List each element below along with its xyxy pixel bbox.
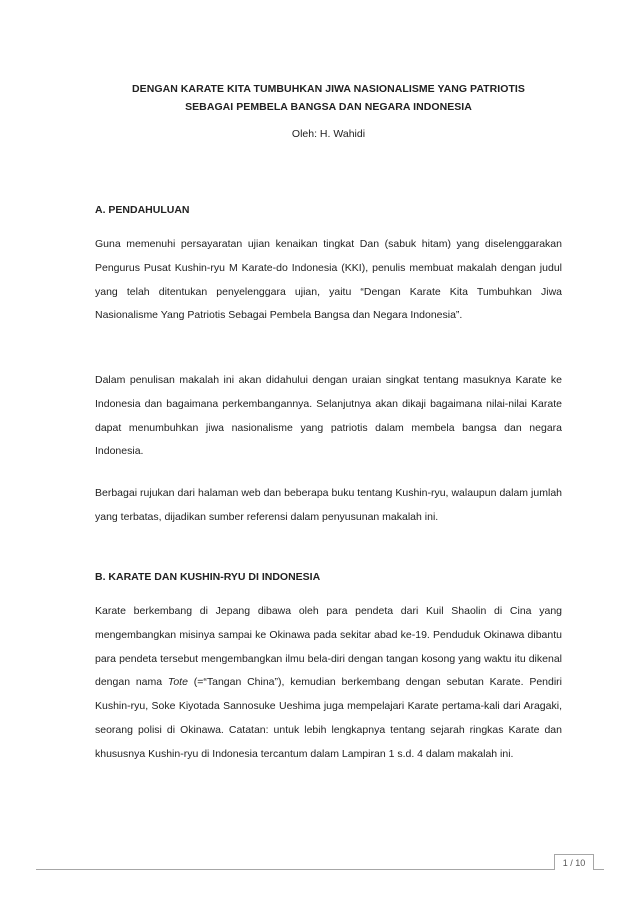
title-line-1: DENGAN KARATE KITA TUMBUHKAN JIWA NASIONALISME YANG PATRIOTIS: [132, 83, 525, 95]
section-b-paragraph-1: [95, 600, 562, 767]
section-a-paragraph-3: Berbagai rujukan dari halaman web dan beberapa buku tentang Kushin-ryu, walaupun dalam jumlah yang terbatas, dijadikan sumber referensi dalam penyusunan makalah ini.: [95, 487, 562, 523]
section-b-text-1: Karate berkembang di Jepang dibawa oleh para pendeta dari Kuil Shaolin di Cina yang mengembangkan misinya sampai ke Okinawa pada sekitar abad ke-19. Penduduk Okinawa dibantu para pendeta tersebut mengembangkan ilmu bela-diri dengan tangan kosong yang waktu itu dikenal dengan nama: [95, 605, 562, 689]
section-b-heading: B. KARATE DAN KUSHIN-RYU DI INDONESIA: [95, 571, 321, 583]
section-b-italic-term: Tote: [167, 676, 188, 689]
section-a-paragraph-1: Guna memenuhi persayaratan ujian kenaikan tingkat Dan (sabuk hitam) yang diselenggarakan Pengurus Pusat Kushin-ryu M Karate-do Indonesia (KKI), penulis membuat makalah dengan judul yang telah ditentukan penyelenggara ujian, yaitu “Dengan Karate Kita Tumbuhkan Jiwa Nasionalisme Yang Patriotis Sebagai Pembela Bangsa dan Negara Indonesia”.: [95, 238, 562, 322]
document-title: [95, 80, 562, 116]
page-number: 1 / 10: [554, 854, 594, 870]
section-a-paragraph-2: Dalam penulisan makalah ini akan didahului dengan uraian singkat tentang masuknya Karate ke Indonesia dan bagaimana perkembangannya. Selanjutnya akan dikaji bagaimana nilai-nilai Karate dapat menumbuhkan jiwa nasionalisme yang patriotis dalam membela bangsa dan negara Indonesia.: [95, 374, 562, 458]
section-b-text-2: (=“Tangan China”), kemudian berkembang dengan sebutan Karate. Pendiri Kushin-ryu, Soke Kiyotada Sannosuke Ueshima juga mempelajari Karate pertama-kali dari Aragaki, seorang polisi di Okinawa. Catatan: untuk lebih lengkapnya tentang sejarah ringkas Karate dan khususnya Kushin-ryu di Indonesia tercantum dalam Lampiran 1 s.d. 4 dalam makalah ini.: [95, 676, 563, 760]
author-line: Oleh: H. Wahidi: [291, 128, 366, 140]
section-a-heading: A. PENDAHULUAN: [95, 204, 190, 216]
title-line-2: SEBAGAI PEMBELA BANGSA DAN NEGARA INDONESIA: [185, 101, 472, 113]
footer-divider-left: [36, 869, 554, 870]
footer-divider-right: [594, 869, 604, 870]
